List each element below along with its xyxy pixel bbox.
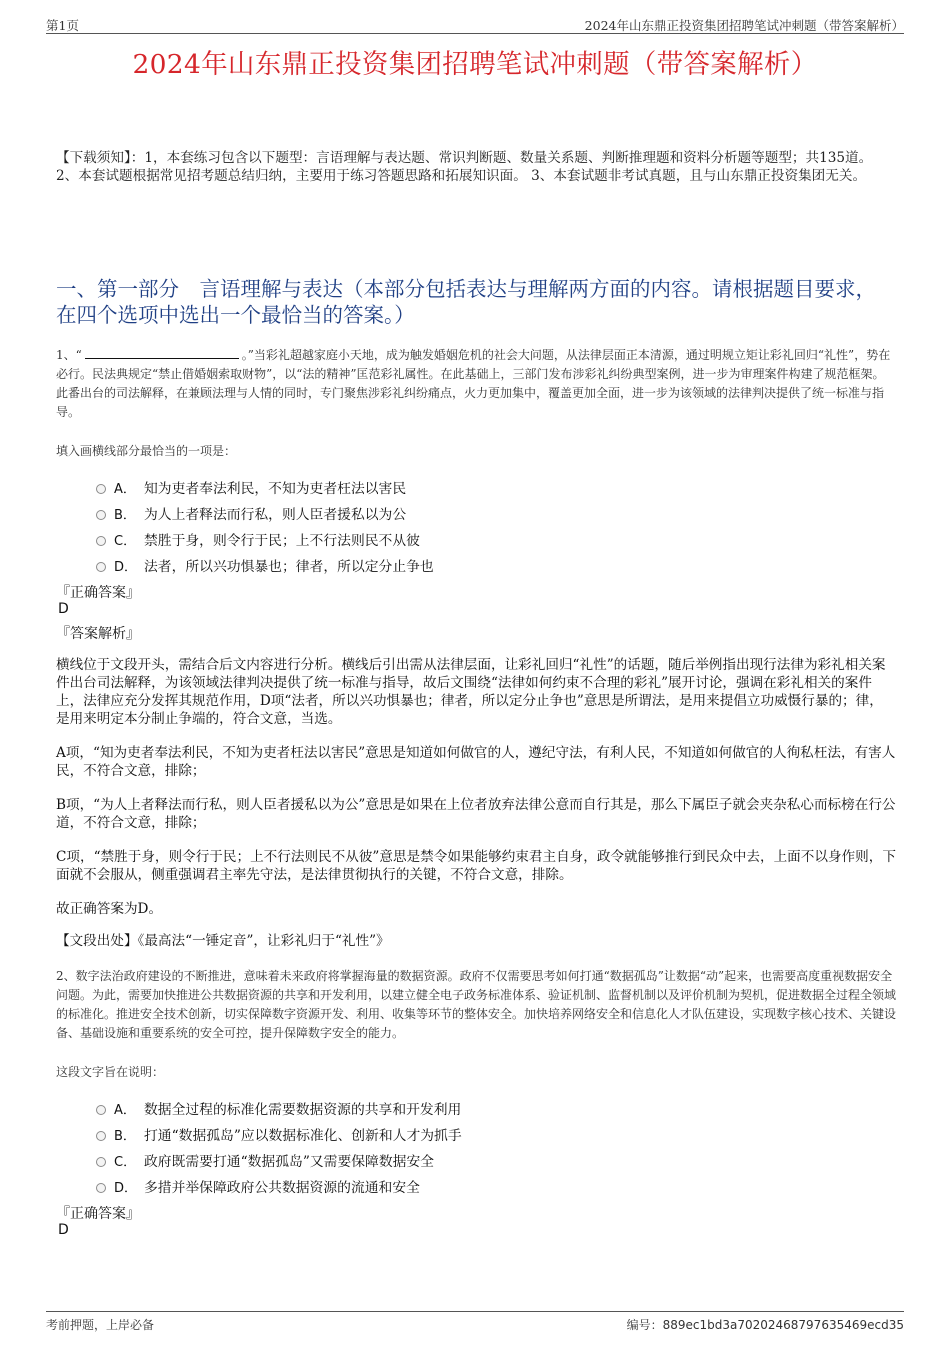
correct-answer: D (58, 601, 69, 617)
fill-blank (85, 348, 239, 359)
source-citation: 【文段出处】《最高法“一锤定音”，让彩礼归于“礼性”》 (56, 933, 390, 949)
correct-answer-label: 『正确答案』 (56, 1206, 140, 1222)
question-1-option-d[interactable]: D． 法者，所以兴功惧暴也；律者，所以定分止争也 (96, 555, 434, 575)
question-2-prompt: 这段文字旨在说明： (56, 1065, 165, 1079)
question-1-option-b[interactable]: B． 为人上者释法而行私，则人臣者援私以为公 (96, 503, 406, 523)
page-number: 第1页 (46, 18, 79, 33)
radio-button[interactable] (96, 562, 106, 572)
page-footer (46, 1311, 904, 1333)
radio-button[interactable] (96, 484, 106, 494)
analysis-conclusion: 故正确答案为D。 (56, 901, 163, 917)
analysis-label: 『答案解析』 (56, 626, 140, 642)
question-2-option-a[interactable]: A． 数据全过程的标准化需要数据资源的共享和开发利用 (96, 1098, 461, 1118)
question-2-option-c[interactable]: C． 政府既需要打通“数据孤岛”又需要保障数据安全 (96, 1150, 434, 1170)
question-1-stem (56, 346, 896, 422)
correct-answer: D (58, 1222, 69, 1238)
page-title: 2024年山东鼎正投资集团招聘笔试冲刺题（带答案解析） (132, 49, 818, 80)
analysis-paragraph: 横线位于文段开头，需结合后文内容进行分析。横线后引出需从法律层面，让彩礼回归“礼性”的话题，随后举例指出现行法律为彩礼相关案件出台司法解释，为该领域法律判决提供了统一标准与指导，故后文围绕“法律如何约束不合理的彩礼”展开讨论，强调在彩礼相关的案件上，法律应充分发挥其规范作用，D项“法者，所以兴功惧暴也；律者，所以定分止争也”意思是所谓法，是用来提倡立功威慑行暴的；律，是用来明定本分制止争端的，符合文意，当选。 (56, 657, 886, 727)
download-notice: 【下载须知】：1，本套练习包含以下题型：言语理解与表达题、常识判断题、数量关系题、判断推理题和资料分析题等题型；共135道。 2、本套试题根据常见招考题总结归纳，主要用于练习答题思路和拓展知识面。 3、本套试题非考试真题，且与山东鼎正投资集团无关。 (56, 150, 873, 184)
question-1-prompt: 填入画横线部分最恰当的一项是： (56, 444, 237, 458)
radio-button[interactable] (96, 1183, 106, 1193)
analysis-option-b: B项，“为人上者释法而行私，则人臣者援私以为公”意思是如果在上位者放弃法律公意而自行其是，那么下属臣子就会夹杂私心而标榜在行公道，不符合文意，排除； (56, 797, 896, 831)
question-2-stem: 2、数字法治政府建设的不断推进，意味着未来政府将掌握海量的数据资源。政府不仅需要思考如何打通“数据孤岛”让数据“动”起来，也需要高度重视数据安全问题。为此，需要加快推进公共数据资源的共享和开发利用，以建立健全电子政务标准体系、验证机制、监督机制以及评价机制为契机，促进数据全过程全领域的标准化。推进安全技术创新，切实保障数字资源开发、利用、收集等环节的整体安全。加快培养网络安全和信息化人才队伍建设，实现数字核心技术、关键设备、基础设施和重要系统的安全可控，提升保障数字安全的能力。 (56, 969, 897, 1040)
analysis-option-c: C项，“禁胜于身，则令行于民；上不行法则民不从彼”意思是禁令如果能够约束君主自身，政令就能够推行到民众中去，上面不以身作则，下面就不会服从，侧重强调君主率先守法，是法律贯彻执行的关键，不符合文意，排除。 (56, 849, 896, 883)
question-2-option-d[interactable]: D． 多措并举保障政府公共数据资源的流通和安全 (96, 1176, 420, 1196)
footer-slogan: 考前押题，上岸必备 (46, 1318, 155, 1332)
analysis-option-a: A项，“知为吏者奉法利民，不知为吏者枉法以害民”意思是知道如何做官的人，遵纪守法，有利人民，不知道如何做官的人徇私枉法，有害人民，不符合文意，排除； (56, 745, 896, 779)
radio-button[interactable] (96, 1131, 106, 1141)
question-1-text: 。”当彩礼超越家庭小天地，成为触发婚姻危机的社会大问题，从法律层面正本清源，通过明规立矩让彩礼回归“礼性”，势在必行。民法典规定“禁止借婚姻索取财物”，以“法的精神”匡范彩礼属性。在此基础上，三部门发布涉彩礼纠纷典型案例，进一步为审理案件构建了规范框架。此番出台的司法解释，在兼顾法理与人情的同时，专门聚焦涉彩礼纠纷痛点，火力更加集中，覆盖更加全面，进一步为该领域的法律判决提供了统一标准与指导。 (56, 348, 891, 419)
question-1-option-a[interactable]: A． 知为吏者奉法利民，不知为吏者枉法以害民 (96, 477, 406, 497)
section-heading: 一、第一部分 言语理解与表达（本部分包括表达与理解两方面的内容。请根据题目要求，在四个选项中选出一个最恰当的答案。） (56, 277, 876, 327)
correct-answer-label: 『正确答案』 (56, 585, 140, 601)
radio-button[interactable] (96, 510, 106, 520)
question-2-option-b[interactable]: B． 打通“数据孤岛”应以数据标准化、创新和人才为抓手 (96, 1124, 462, 1144)
question-1-prefix: 1、“ (56, 348, 82, 362)
radio-button[interactable] (96, 536, 106, 546)
question-1-option-c[interactable]: C． 禁胜于身，则令行于民；上不行法则民不从彼 (96, 529, 420, 549)
header-doc-title: 2024年山东鼎正投资集团招聘笔试冲刺题（带答案解析） (584, 18, 904, 33)
radio-button[interactable] (96, 1157, 106, 1167)
page-header (46, 14, 904, 34)
document-code: 编号：889ec1bd3a70202468797635469ecd35 (626, 1318, 904, 1332)
radio-button[interactable] (96, 1105, 106, 1115)
